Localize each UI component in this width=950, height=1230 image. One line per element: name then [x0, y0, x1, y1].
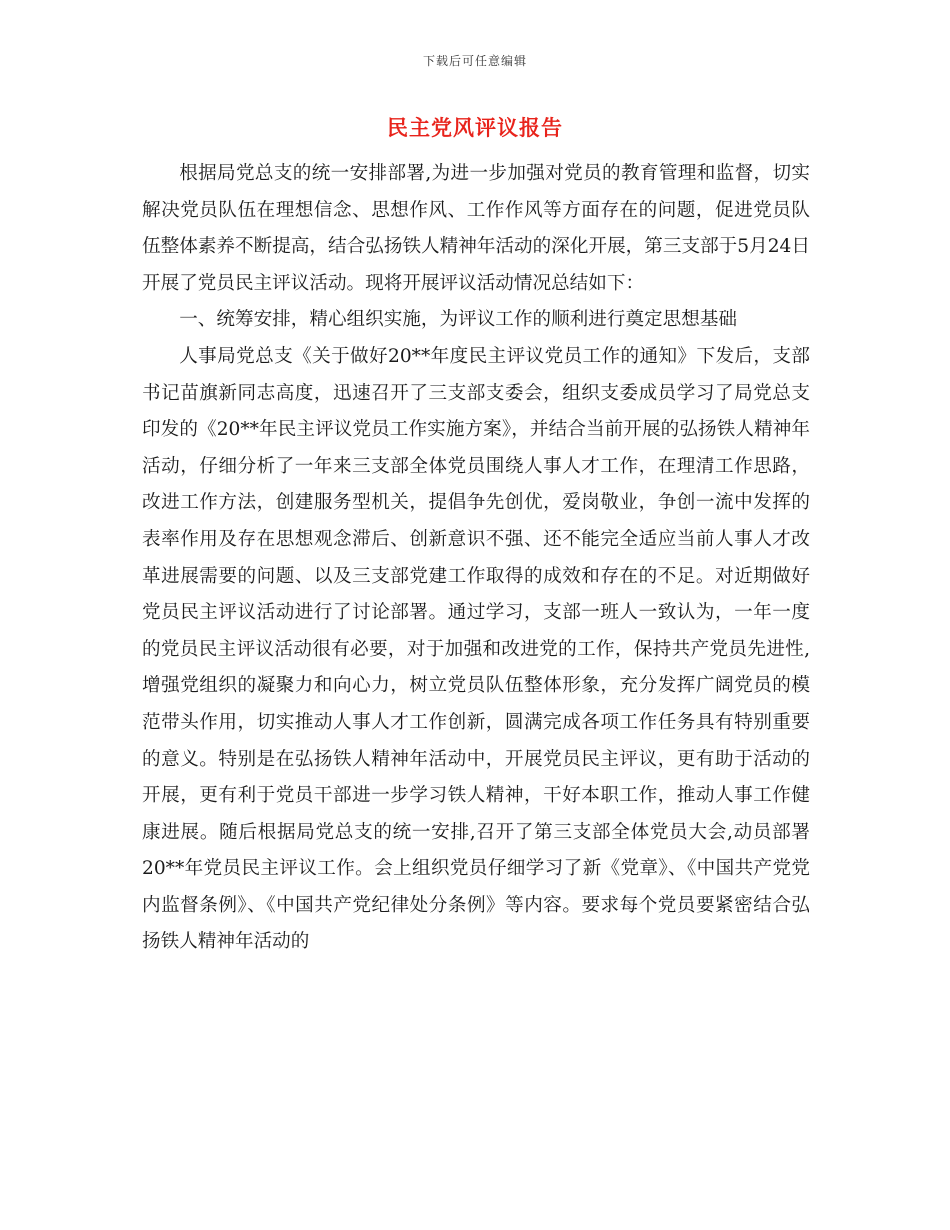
document-body [142, 156, 810, 961]
paragraph-intro: 根据局党总支的统一安排部署,为进一步加强对党员的教育管理和监督，切实解决党员队伍在理想信念、思想作风、工作作风等方面存在的问题，促进党员队伍整体素养不断提高，结合弘扬铁人精神年活动的深化开展，第三支部于5月24日开展了党员民主评议活动。现将开展评议活动情况总结如下： [142, 163, 810, 294]
document-title: 民主党风评议报告 [387, 116, 563, 140]
header-note: 下载后可任意编辑 [422, 54, 527, 68]
paragraph-section-1: 人事局党总支《关于做好20**年度民主评议党员工作的通知》下发后，支部书记苗旗新同志高度，迅速召开了三支部支委会，组织支委成员学习了局党总支印发的《20**年民主评议党员工作实施方案》，并结合当前开展的弘扬铁人精神年活动，仔细分析了一年来三支部全体党员围绕人事人才工作，在理清工作思路，改进工作方法，创建服务型机关，提倡争先创优，爱岗敬业，争创一流中发挥的表率作用及存在思想观念滞后、创新意识不强、还不能完全适应当前人事人才改革进展需要的问题、以及三支部党建工作取得的成效和存在的不足。对近期做好党员民主评议活动进行了讨论部署。通过学习，支部一班人一致认为，一年一度的党员民主评议活动很有必要，对于加强和改进党的工作，保持共产党员先进性,增强党组织的凝聚力和向心力，树立党员队伍整体形象，充分发挥广阔党员的模范带头作用，切实推动人事人才工作创新，圆满完成各项工作任务具有特别重要的意义。特别是在弘扬铁人精神年活动中，开展党员民主评议，更有助于活动的开展，更有利于党员干部进一步学习铁人精神，干好本职工作，推动人事工作健康进展。随后根据局党总支的统一安排,召开了第三支部全体党员大会,动员部署20**年党员民主评议工作。会上组织党员仔细学习了新《党章》、《中国共产党党内监督条例》、《中国共产党纪律处分条例》等内容。要求每个党员要紧密结合弘扬铁人精神年活动的 [142, 345, 810, 953]
section-heading-1: 一、统筹安排，精心组织实施，为评议工作的顺利进行奠定思想基础 [179, 309, 738, 331]
